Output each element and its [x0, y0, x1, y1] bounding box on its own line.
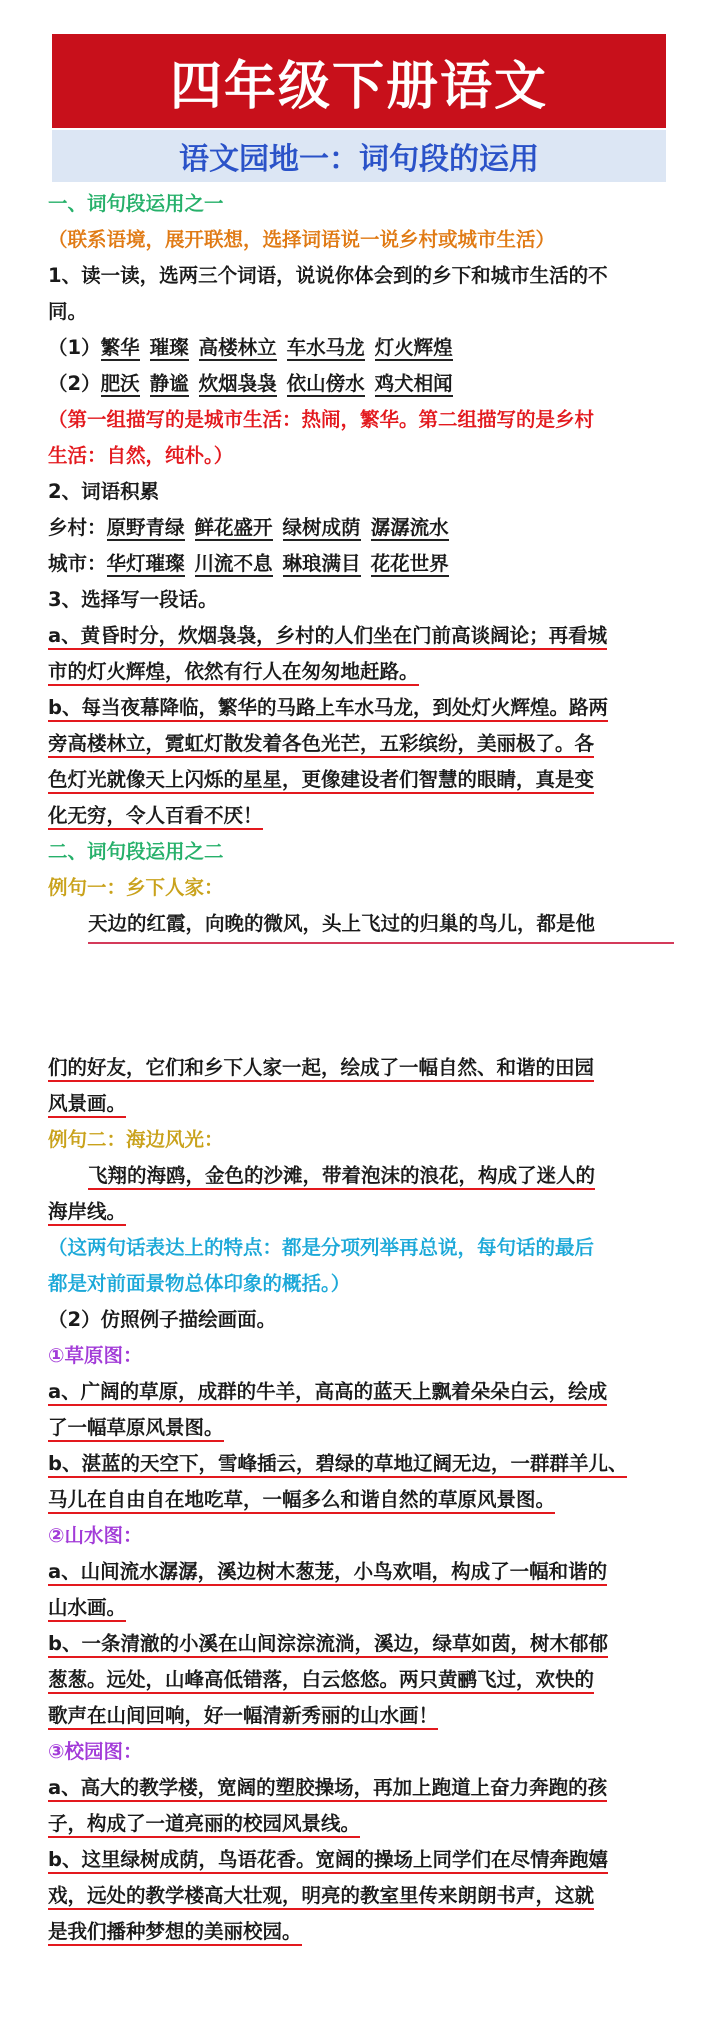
paragraph-line: 是我们播种梦想的美丽校园。: [48, 1920, 302, 1946]
group-label: （1）: [48, 336, 101, 359]
word: 绿树成荫: [282, 516, 361, 539]
city-words: [48, 546, 674, 582]
page-title: 四年级下册语文: [52, 34, 666, 128]
village-words: [48, 510, 674, 546]
section-heading: 一、词句段运用之一: [48, 192, 224, 215]
paragraph-line: b、这里绿树成荫，鸟语花香。宽阔的操场上同学们在尽情奔跑嬉: [48, 1848, 608, 1874]
paragraph-line: 飞翔的海鸥，金色的沙滩，带着泡沫的浪花，构成了迷人的: [88, 1164, 595, 1190]
answer-text: （第一组描写的是城市生活：热闹，繁华。第二组描写的是乡村: [48, 408, 595, 431]
question-text: 同。: [48, 300, 88, 323]
paragraph-line: 马儿在自由自在地吃草，一幅多么和谐自然的草原风景图。: [48, 1488, 555, 1514]
word: 肥沃: [100, 372, 140, 395]
paragraph-line: 山水画。: [48, 1596, 126, 1622]
feature-note: （这两句话表达上的特点：都是分项列举再总说，每句话的最后: [48, 1236, 595, 1259]
word-group-1: [48, 330, 674, 366]
paragraph-line: 歌声在山间回响，好一幅清新秀丽的山水画！: [48, 1704, 438, 1730]
page-subtitle: 语文园地一：词句段的运用: [52, 130, 666, 182]
word-group-2: [48, 366, 674, 402]
topic-label: ③校园图：: [48, 1740, 143, 1763]
paragraph-line: 子，构成了一道亮丽的校园风景线。: [48, 1812, 360, 1838]
question-text: 2、词语积累: [48, 480, 160, 503]
paragraph-line: b、湛蓝的天空下，雪峰插云，碧绿的草地辽阔无边，一群群羊儿、: [48, 1452, 627, 1478]
word: 琳琅满目: [282, 552, 361, 575]
paragraph-line: 葱葱。远处，山峰高低错落，白云悠悠。两只黄鹂飞过，欢快的: [48, 1668, 594, 1694]
paragraph-line: a、黄昏时分，炊烟袅袅，乡村的人们坐在门前高谈阔论；再看城: [48, 624, 607, 650]
paragraph-line: 们的好友，它们和乡下人家一起，绘成了一幅自然、和谐的田园: [48, 1056, 594, 1082]
paragraph-line: a、高大的教学楼，宽阔的塑胶操场，再加上跑道上奋力奔跑的孩: [48, 1776, 607, 1802]
feature-note: 都是对前面景物总体印象的概括。）: [48, 1272, 351, 1295]
word: 原野青绿: [106, 516, 185, 539]
question-text: （2）仿照例子描绘画面。: [48, 1308, 277, 1331]
example-label: 例句一：乡下人家：: [48, 876, 224, 899]
instruction: （联系语境，展开联想，选择词语说一说乡村或城市生活）: [48, 228, 556, 251]
question-text: 3、选择写一段话。: [48, 588, 218, 611]
word: 华灯璀璨: [106, 552, 185, 575]
paragraph-line: b、每当夜幕降临，繁华的马路上车水马龙，到处灯火辉煌。路两: [48, 696, 608, 722]
word: 车水马龙: [286, 336, 365, 359]
word: 鲜花盛开: [194, 516, 273, 539]
section-heading: 二、词句段运用之二: [48, 840, 224, 863]
content: [48, 186, 674, 1950]
paragraph-line: 旁高楼林立，霓虹灯散发着各色光芒，五彩缤纷，美丽极了。各: [48, 732, 594, 758]
paragraph-line: 了一幅草原风景图。: [48, 1416, 224, 1442]
question-text: 1、读一读，选两三个词语，说说你体会到的乡下和城市生活的不: [48, 264, 608, 287]
paragraph-line: 海岸线。: [48, 1200, 126, 1226]
answer-text: 生活：自然，纯朴。）: [48, 444, 234, 467]
word: 花花世界: [370, 552, 449, 575]
paragraph-line: 戏，远处的教学楼高大壮观，明亮的教室里传来朗朗书声，这就: [48, 1884, 594, 1910]
paragraph-line: 风景画。: [48, 1092, 126, 1118]
topic-label: ①草原图：: [48, 1344, 143, 1367]
word: 川流不息: [194, 552, 273, 575]
paragraph-line: 市的灯火辉煌，依然有行人在匆匆地赶路。: [48, 660, 419, 686]
blank-gap: [48, 942, 674, 1050]
word: 潺潺流水: [370, 516, 449, 539]
word: 炊烟袅袅: [198, 372, 277, 395]
word: 璀璨: [149, 336, 189, 359]
paragraph-line: a、广阔的草原，成群的牛羊，高高的蓝天上飘着朵朵白云，绘成: [48, 1380, 607, 1406]
group-label: 乡村：: [48, 516, 107, 539]
word: 繁华: [100, 336, 140, 359]
example-label: 例句二：海边风光：: [48, 1128, 224, 1151]
word: 灯火辉煌: [374, 336, 453, 359]
paragraph-line: 色灯光就像天上闪烁的星星，更像建设者们智慧的眼睛，真是变: [48, 768, 594, 794]
group-label: 城市：: [48, 552, 107, 575]
paragraph-line: a、山间流水潺潺，溪边树木葱茏，小鸟欢唱，构成了一幅和谐的: [48, 1560, 607, 1586]
word: 鸡犬相闻: [374, 372, 453, 395]
word: 高楼林立: [198, 336, 277, 359]
word: 依山傍水: [286, 372, 365, 395]
paragraph-line: 化无穷，令人百看不厌！: [48, 804, 263, 830]
paragraph-line: 天边的红霞，向晚的微风，头上飞过的归巢的鸟儿，都是他: [88, 906, 674, 944]
paragraph-line: b、一条清澈的小溪在山间淙淙流淌，溪边，绿草如茵，树木郁郁: [48, 1632, 608, 1658]
word: 静谧: [149, 372, 189, 395]
group-label: （2）: [48, 372, 101, 395]
topic-label: ②山水图：: [48, 1524, 143, 1547]
